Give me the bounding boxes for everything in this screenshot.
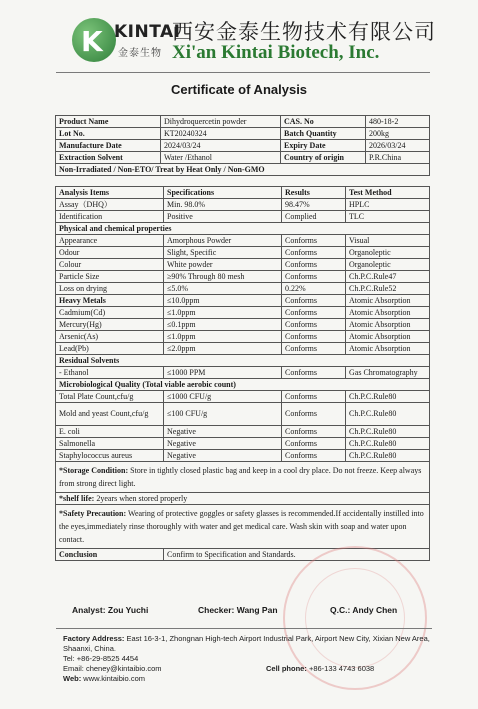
table-row (56, 438, 430, 450)
table-cell: Total Plate Count,cfu/g (56, 391, 164, 403)
table-row (56, 295, 430, 307)
column-header: Specifications (164, 187, 282, 199)
info-value: 2024/03/24 (161, 140, 281, 152)
table-cell: Conforms (282, 450, 346, 462)
address-label: Factory Address: (63, 634, 125, 643)
table-cell: ≤2.0ppm (164, 343, 282, 355)
table-cell: Negative (164, 450, 282, 462)
table-row (56, 152, 430, 164)
table-cell: Negative (164, 438, 282, 450)
shelf-life (56, 493, 430, 505)
table-cell: Atomic Absorption (346, 343, 430, 355)
table-cell: ≤1000 PPM (164, 367, 282, 379)
table-cell: Ch.P.C.Rule80 (346, 403, 430, 426)
info-label: Country of origin (281, 152, 366, 164)
section-row (56, 223, 430, 235)
table-cell: Colour (56, 259, 164, 271)
table-cell: 0.22% (282, 283, 346, 295)
safety-label: *Safety Precaution: (59, 509, 127, 518)
table-cell: Visual (346, 235, 430, 247)
safety-text: Wearing of protective goggles or safety glasses is recommended.If accidentally instilled into the eyes,immediately rinse thoroughly with water and get medical care. Wash skin with soap and water upon contact. (59, 509, 424, 544)
logo-wordmark: KINTAI (114, 22, 181, 42)
analysis-table (55, 186, 430, 561)
table-row (56, 319, 430, 331)
table-cell: Ch.P.C.Rule47 (346, 271, 430, 283)
section-title: Microbiological Quality (Total viable aerobic count) (56, 379, 430, 391)
info-value: 200kg (366, 128, 430, 140)
table-cell: Conforms (282, 319, 346, 331)
product-info-table (55, 115, 430, 176)
table-row (56, 235, 430, 247)
table-cell: 98.47% (282, 199, 346, 211)
table-cell: ≤5.0% (164, 283, 282, 295)
table-cell: Conforms (282, 391, 346, 403)
table-cell: Min. 98.0% (164, 199, 282, 211)
info-label: Product Name (56, 116, 161, 128)
conclusion-label: Conclusion (56, 549, 164, 561)
table-cell: Atomic Absorption (346, 319, 430, 331)
shelf-text: 2years when stored properly (96, 494, 188, 503)
table-cell: Cadmium(Cd) (56, 307, 164, 319)
analyst-signature: Analyst: Zou Yuchi (72, 605, 149, 615)
safety-row (56, 505, 430, 549)
table-cell: Odour (56, 247, 164, 259)
table-cell: Organoleptic (346, 247, 430, 259)
logo-k-icon: K (81, 25, 103, 58)
table-cell: Conforms (282, 343, 346, 355)
table-row (56, 403, 430, 426)
table-row (56, 140, 430, 152)
storage-row (56, 462, 430, 493)
table-cell: E. coli (56, 426, 164, 438)
table-cell: ≤100 CFU/g (164, 403, 282, 426)
section-title: Residual Solvents (56, 355, 430, 367)
storage-label: *Storage Condition: (59, 466, 129, 475)
info-label: Extraction Solvent (56, 152, 161, 164)
company-header (60, 18, 460, 68)
safety-precaution (56, 505, 430, 549)
table-cell: Conforms (282, 235, 346, 247)
table-cell: Mercury(Hg) (56, 319, 164, 331)
treatment-note: Non-Irradiated / Non-ETO/ Treat by Heat Only / Non-GMO (56, 164, 430, 176)
table-row (56, 128, 430, 140)
company-logo (72, 18, 181, 68)
table-cell: Conforms (282, 438, 346, 450)
info-label: Expiry Date (281, 140, 366, 152)
table-cell: Positive (164, 211, 282, 223)
table-row (56, 391, 430, 403)
email (63, 664, 433, 674)
table-cell: Conforms (282, 403, 346, 426)
table-cell: ≤1000 CFU/g (164, 391, 282, 403)
conclusion-text: Confirm to Specification and Standards. (164, 549, 430, 561)
section-row (56, 355, 430, 367)
info-label: Batch Quantity (281, 128, 366, 140)
table-row (56, 211, 430, 223)
email-value[interactable]: cheney@kintaibio.com (85, 664, 162, 673)
shelf-label: *shelf life: (59, 494, 95, 503)
table-cell: ≥90% Through 80 mesh (164, 271, 282, 283)
table-row (56, 271, 430, 283)
footer (63, 634, 433, 684)
table-cell: Staphylococcus aureus (56, 450, 164, 462)
table-cell: Complied (282, 211, 346, 223)
table-cell: ≤0.1ppm (164, 319, 282, 331)
info-label: Manufacture Date (56, 140, 161, 152)
info-value: Water /Ethanol (161, 152, 281, 164)
info-value: P.R.China (366, 152, 430, 164)
table-cell: Conforms (282, 367, 346, 379)
qc-signature: Q.C.: Andy Chen (330, 605, 398, 615)
checker-signature: Checker: Wang Pan (198, 605, 278, 615)
table-cell: Ch.P.C.Rule80 (346, 438, 430, 450)
web-value[interactable]: www.kintaibio.com (83, 674, 145, 683)
info-value: KT20240324 (161, 128, 281, 140)
table-cell: Gas Chromatography (346, 367, 430, 379)
table-header-row (56, 187, 430, 199)
page-title: Certificate of Analysis (170, 82, 308, 97)
table-cell: Amorphous Powder (164, 235, 282, 247)
table-cell: Atomic Absorption (346, 331, 430, 343)
table-cell: Ch.P.C.Rule80 (346, 391, 430, 403)
telephone (63, 654, 433, 664)
table-cell: Conforms (282, 295, 346, 307)
shelf-row (56, 493, 430, 505)
table-row (56, 199, 430, 211)
table-cell: Conforms (282, 247, 346, 259)
storage-text: Store in tightly closed plastic bag and keep in a cool dry place. Do not freeze. Keep always from strong direct light. (59, 466, 422, 488)
storage-condition (56, 462, 430, 493)
table-cell: White powder (164, 259, 282, 271)
column-header: Test Method (346, 187, 430, 199)
table-cell: Salmonella (56, 438, 164, 450)
tel-value: +86-29-8525 4454 (76, 654, 139, 663)
footer-divider (56, 628, 432, 629)
table-cell: ≤1.0ppm (164, 331, 282, 343)
info-value: 480-18-2 (366, 116, 430, 128)
table-row (56, 343, 430, 355)
table-cell: Ch.P.C.Rule80 (346, 426, 430, 438)
table-cell: Ch.P.C.Rule80 (346, 450, 430, 462)
section-title: Heavy Metals (56, 295, 164, 307)
info-label: CAS. No (281, 116, 366, 128)
table-cell: Appearance (56, 235, 164, 247)
website (63, 674, 433, 684)
table-row (56, 331, 430, 343)
table-row (56, 450, 430, 462)
table-row (56, 259, 430, 271)
table-cell: Particle Size (56, 271, 164, 283)
table-cell: HPLC (346, 199, 430, 211)
table-cell: Conforms (282, 271, 346, 283)
table-cell: Negative (164, 426, 282, 438)
table-cell: Identification (56, 211, 164, 223)
tel-label: Tel: (63, 654, 75, 663)
table-row (56, 116, 430, 128)
table-row (56, 367, 430, 379)
table-cell: Conforms (282, 259, 346, 271)
company-name-chinese: 西安金泰生物技术有限公司 (172, 20, 436, 44)
company-name-english: Xi'an Kintai Biotech, Inc. (172, 42, 380, 63)
section-row (56, 379, 430, 391)
email-label: Email: (63, 664, 84, 673)
factory-address (63, 634, 433, 654)
column-header: Results (282, 187, 346, 199)
table-cell: ≤10.0ppm (164, 295, 282, 307)
cell-value: +86-133 4743 6038 (308, 664, 375, 673)
table-row (56, 426, 430, 438)
table-cell: Slight, Specific (164, 247, 282, 259)
info-label: Lot No. (56, 128, 161, 140)
table-cell: - Ethanol (56, 367, 164, 379)
table-cell: Lead(Pb) (56, 343, 164, 355)
table-cell: ≤1.0ppm (164, 307, 282, 319)
table-row (56, 283, 430, 295)
table-cell: Atomic Absorption (346, 295, 430, 307)
table-cell: Organoleptic (346, 259, 430, 271)
header-divider (56, 72, 430, 73)
info-value: Dihydroquercetin powder (161, 116, 281, 128)
logo-chinese: 金泰生物 (118, 48, 162, 59)
table-row (56, 247, 430, 259)
address-text: East 16-3-1, Zhongnan High-tech Airport Industrial Park, Airport New City, Xixian New Area, Shaanxi, China. (63, 634, 430, 653)
table-cell: TLC (346, 211, 430, 223)
table-cell: Atomic Absorption (346, 307, 430, 319)
table-row (56, 164, 430, 176)
table-cell: Arsenic(As) (56, 331, 164, 343)
section-title: Physical and chemical properties (56, 223, 430, 235)
table-cell: Conforms (282, 331, 346, 343)
column-header: Analysis Items (56, 187, 164, 199)
cell-phone (266, 664, 374, 674)
table-row (56, 307, 430, 319)
table-cell: Conforms (282, 426, 346, 438)
web-label: Web: (63, 674, 82, 683)
info-value: 2026/03/24 (366, 140, 430, 152)
table-cell: Assay（DHQ） (56, 199, 164, 211)
cell-label: Cell phone: (266, 664, 307, 673)
table-cell: Loss on drying (56, 283, 164, 295)
table-cell: Mold and yeast Count,cfu/g (56, 403, 164, 426)
table-cell: Ch.P.C.Rule52 (346, 283, 430, 295)
table-cell: Conforms (282, 307, 346, 319)
